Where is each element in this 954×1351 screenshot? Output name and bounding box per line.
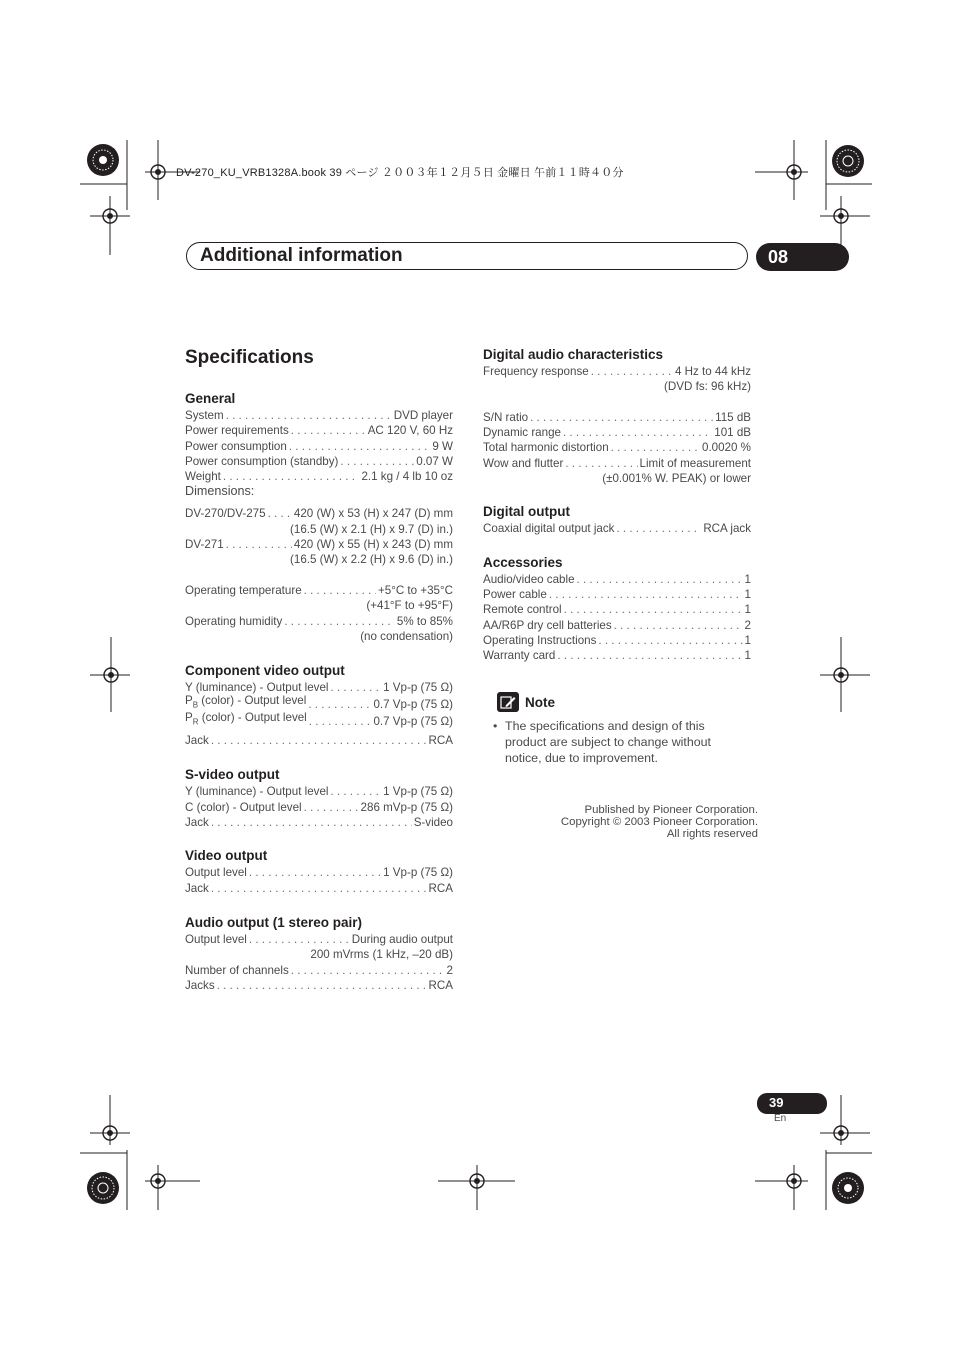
accessories-section: [483, 554, 751, 664]
video-output-heading: Video output: [185, 848, 268, 864]
spec-row-continuation: (DVD fs: 96 kHz): [664, 380, 751, 394]
spec-row: Jack . . . RCA: [185, 729, 453, 748]
general-section: [185, 390, 453, 644]
spec-row: S/N ratio . . . 115 dB: [483, 410, 751, 425]
page-number: 39: [769, 1095, 784, 1110]
s-video-section: [185, 766, 453, 830]
video-output-section: [185, 847, 453, 896]
left-column: [185, 346, 453, 993]
spec-row: Wow and flutter . . . Limit of measurement: [483, 456, 751, 471]
dimensions-label: Dimensions:: [185, 484, 255, 499]
component-video-heading: Component video output: [185, 663, 345, 679]
note-text: The specifications and design of this product are subject to change without notice, due to improvement.: [505, 719, 711, 765]
spec-row-continuation: (16.5 (W) x 2.2 (H) x 9.6 (D) in.): [290, 553, 453, 567]
spec-row: Y (luminance) - Output level . . . 1 Vp-p (75 Ω): [185, 680, 453, 695]
note-header: [497, 692, 555, 712]
note-title: Note: [525, 694, 555, 710]
right-column: [483, 346, 751, 663]
page-language: En: [774, 1113, 787, 1124]
spec-row: Power requirements . . . AC 120 V, 60 Hz: [185, 423, 453, 438]
audio-output-section: [185, 914, 453, 993]
spec-row: AA/R6P dry cell batteries . . . 2: [483, 618, 751, 633]
spec-row: Remote control . . . 1: [483, 602, 751, 617]
spec-row-continuation: (16.5 (W) x 2.1 (H) x 9.7 (D) in.): [290, 522, 453, 536]
spec-row: $P_B$ (color) - Output level . . . 0.7 Vp-p (75 Ω): [185, 695, 453, 712]
component-video-section: [185, 662, 453, 748]
page-number-badge: [757, 1093, 827, 1114]
spec-row: Output level . . . 1 Vp-p (75 Ω): [185, 865, 453, 880]
spec-row: Power consumption . . . 9 W: [185, 439, 453, 454]
spec-row: Jacks . . . RCA: [185, 978, 453, 993]
spec-row: System . . . DVD player: [185, 408, 453, 423]
spec-row: Warranty card . . . 1: [483, 648, 751, 663]
digital-audio-heading: Digital audio characteristics: [483, 347, 664, 362]
s-video-heading: S-video output: [185, 767, 280, 783]
spec-row: Coaxial digital output jack . . . RCA jack: [483, 521, 751, 536]
spec-row: Y (luminance) - Output level . . . 1 Vp-p (75 Ω): [185, 784, 453, 799]
spec-row: Jack . . . S-video: [185, 815, 453, 830]
spec-row: Number of channels . . . 2: [185, 963, 453, 978]
spec-row: Operating humidity . . . 5% to 85%: [185, 614, 453, 629]
spec-row-continuation: (±0.001% W. PEAK) or lower: [602, 472, 751, 486]
spec-row: DV-271 . . . 420 (W) x 55 (H) x 243 (D) mm: [185, 537, 453, 552]
note-body: [493, 718, 743, 766]
spec-row: $P_R$ (color) - Output level . . . 0.7 Vp-p (75 Ω): [185, 712, 453, 729]
pencil-note-icon: [497, 692, 519, 712]
spec-row: Total harmonic distortion . . . 0.0020 %: [483, 440, 751, 455]
general-heading: General: [185, 391, 236, 406]
publisher-info: [520, 804, 758, 841]
rights-line: All rights reserved: [666, 828, 758, 841]
spec-row: Operating temperature . . . +5°C to +35°C: [185, 583, 453, 598]
spec-row: Operating Instructions . . . 1: [483, 633, 751, 648]
spec-row: Dynamic range . . . 101 dB: [483, 425, 751, 440]
digital-audio-section: [483, 346, 751, 486]
spec-row: Audio/video cable . . . 1: [483, 572, 751, 587]
spec-row-continuation: (+41°F to +95°F): [366, 599, 453, 613]
spec-row: Weight . . . 2.1 kg / 4 lb 10 oz: [185, 469, 453, 484]
copyright-line: Copyright © 2003 Pioneer Corporation.: [560, 816, 758, 829]
spec-row: Power consumption (standby) . . . 0.07 W: [185, 454, 453, 469]
digital-output-section: [483, 503, 751, 536]
chapter-title: Additional information: [200, 245, 403, 266]
specifications-title: Specifications: [185, 347, 314, 368]
spec-row: C (color) - Output level . . . 286 mVp-p (75 Ω): [185, 800, 453, 815]
accessories-heading: Accessories: [483, 554, 563, 570]
spec-row: Output level . . . During audio output: [185, 932, 453, 947]
spec-row: Jack . . . RCA: [185, 881, 453, 896]
spec-row-continuation: 200 mVrms (1 kHz, –20 dB): [310, 948, 453, 962]
spec-row: DV-270/DV-275 . . . 420 (W) x 53 (H) x 247 (D) mm: [185, 506, 453, 521]
digital-output-heading: Digital output: [483, 504, 570, 520]
audio-output-heading: Audio output (1 stereo pair): [185, 914, 362, 930]
publisher-line: Published by Pioneer Corporation.: [584, 804, 758, 816]
chapter-number: 08: [768, 247, 789, 267]
spec-row: Power cable . . . 1: [483, 587, 751, 602]
print-slug: DV-270_KU_VRB1328A.book 39 ページ ２００３年１２月５日 金曜日 午前１１時４０分: [176, 167, 624, 179]
note-bullet: •: [493, 719, 498, 733]
spec-row: Frequency response . . . 4 Hz to 44 kHz: [483, 364, 751, 379]
spec-row-continuation: (no condensation): [360, 629, 453, 643]
